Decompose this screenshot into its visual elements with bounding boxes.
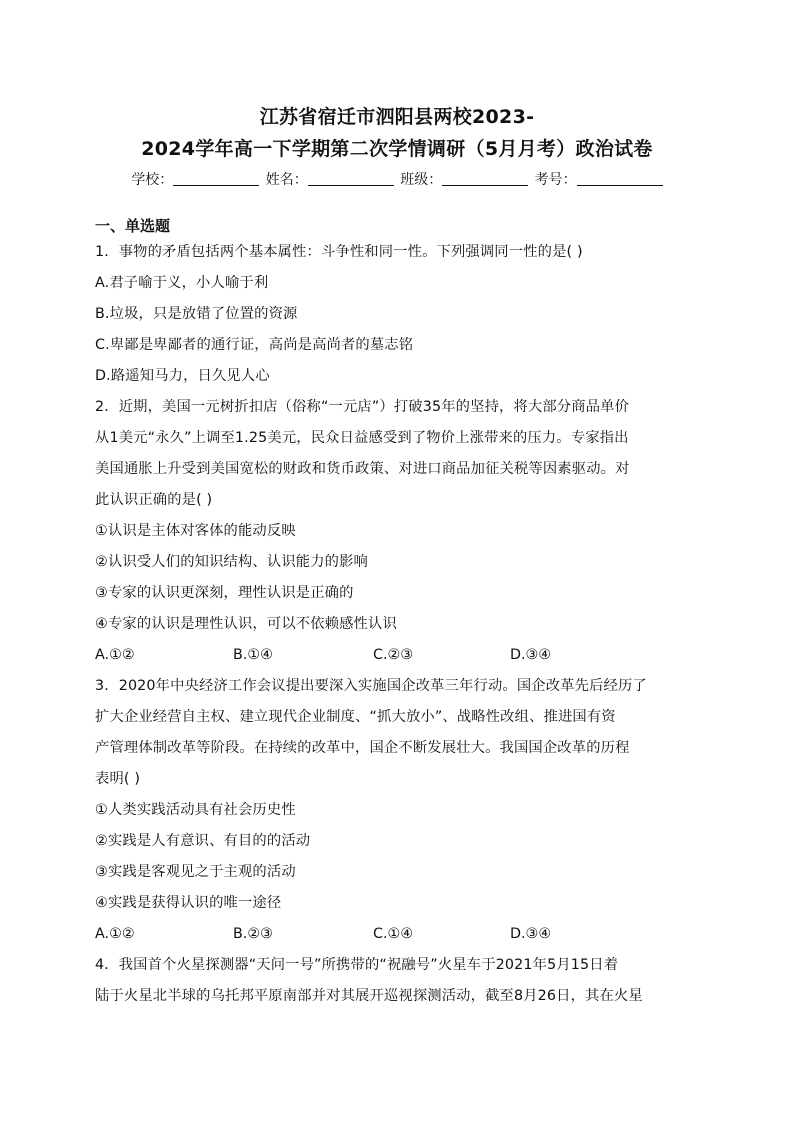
question-3	[95, 671, 705, 950]
question-1-option-c: C.卑鄙是卑鄙者的通行证，高尚是高尚者的墓志铭	[95, 337, 414, 353]
school-field	[131, 170, 259, 190]
student-info-row	[0, 170, 794, 190]
question-2-item-4: ④专家的认识是理性认识，可以不依赖感性认识	[95, 616, 397, 632]
question-2-stem-line: 此认识正确的是( )	[95, 492, 213, 508]
school-blank	[173, 171, 259, 186]
question-2-choice-c: C.②③	[373, 647, 414, 663]
question-3-item-2: ②实践是人有意识、有目的的活动	[95, 833, 311, 849]
question-3-item-1: ①人类实践活动具有社会历史性	[95, 802, 296, 818]
question-3-choice-b: B.②③	[233, 926, 273, 942]
exam-title-line1: 江苏省宿迁市泗阳县两校2023-	[259, 106, 535, 128]
question-3-stem-line: 表明( )	[95, 771, 141, 787]
exam-number-blank	[577, 171, 663, 186]
name-blank	[308, 171, 394, 186]
question-3-stem-line: 3．2020年中央经济工作会议提出要深入实施国企改革三年行动。国企改革先后经历了	[95, 678, 647, 694]
question-2-choices	[95, 640, 705, 671]
section-heading: 一、单选题	[95, 217, 171, 235]
question-2-choice-b: B.①④	[233, 647, 273, 663]
school-label: 学校：	[131, 172, 174, 188]
question-2	[95, 392, 705, 671]
class-blank	[442, 171, 528, 186]
question-4-stem-line: 陆于火星北半球的乌托邦平原南部并对其展开巡视探测活动，截至8月26日，其在火星	[95, 988, 643, 1004]
question-2-stem-line: 美国通胀上升受到美国宽松的财政和货币政策、对进口商品加征关税等因素驱动。对	[95, 461, 630, 477]
exam-number-label: 考号：	[534, 172, 577, 188]
question-3-item-4: ④实践是获得认识的唯一途径	[95, 895, 282, 911]
question-2-item-1: ①认识是主体对客体的能动反映	[95, 523, 296, 539]
question-3-choices	[95, 919, 705, 950]
question-2-choice-d: D.③④	[510, 647, 552, 663]
question-2-item-2: ②认识受人们的知识结构、认识能力的影响	[95, 554, 369, 570]
question-1-option-a: A.君子喻于义，小人喻于利	[95, 275, 269, 291]
class-label: 班级：	[400, 172, 443, 188]
name-label: 姓名：	[265, 172, 308, 188]
question-2-stem-line: 2．近期，美国一元树折扣店（俗称“一元店”）打破35年的坚持，将大部分商品单价	[95, 399, 630, 415]
question-content	[95, 213, 705, 1012]
question-3-choice-a: A.①②	[95, 926, 135, 942]
question-2-item-3: ③专家的认识更深刻，理性认识是正确的	[95, 585, 354, 601]
question-1-option-b: B.垃圾，只是放错了位置的资源	[95, 306, 298, 322]
question-2-stem-line: 从1美元“永久”上调至1.25美元，民众日益感受到了物价上涨带来的压力。专家指出	[95, 430, 629, 446]
class-field	[400, 170, 528, 190]
question-3-item-3: ③实践是客观见之于主观的活动	[95, 864, 296, 880]
exam-title-line2: 2024学年高一下学期第二次学情调研（5月月考）政治试卷	[141, 138, 653, 160]
name-field	[266, 170, 394, 190]
question-4	[95, 950, 705, 1012]
question-3-choice-c: C.①④	[373, 926, 414, 942]
question-2-choice-a: A.①②	[95, 647, 135, 663]
question-4-stem-line: 4．我国首个火星探测器“天问一号”所携带的“祝融号”火星车于2021年5月15日着	[95, 957, 619, 973]
question-3-stem-line: 产管理体制改革等阶段。在持续的改革中，国企不断发展壮大。我国国企改革的历程	[95, 740, 630, 756]
exam-number-field	[535, 170, 663, 190]
question-1-stem: 1．事物的矛盾包括两个基本属性：斗争性和同一性。下列强调同一性的是( )	[95, 244, 583, 260]
question-1	[95, 237, 705, 392]
question-1-option-d: D.路遥知马力，日久见人心	[95, 368, 270, 384]
question-3-choice-d: D.③④	[510, 926, 552, 942]
question-3-stem-line: 扩大企业经营自主权、建立现代企业制度、“抓大放小”、战略性改组、推进国有资	[95, 709, 616, 725]
